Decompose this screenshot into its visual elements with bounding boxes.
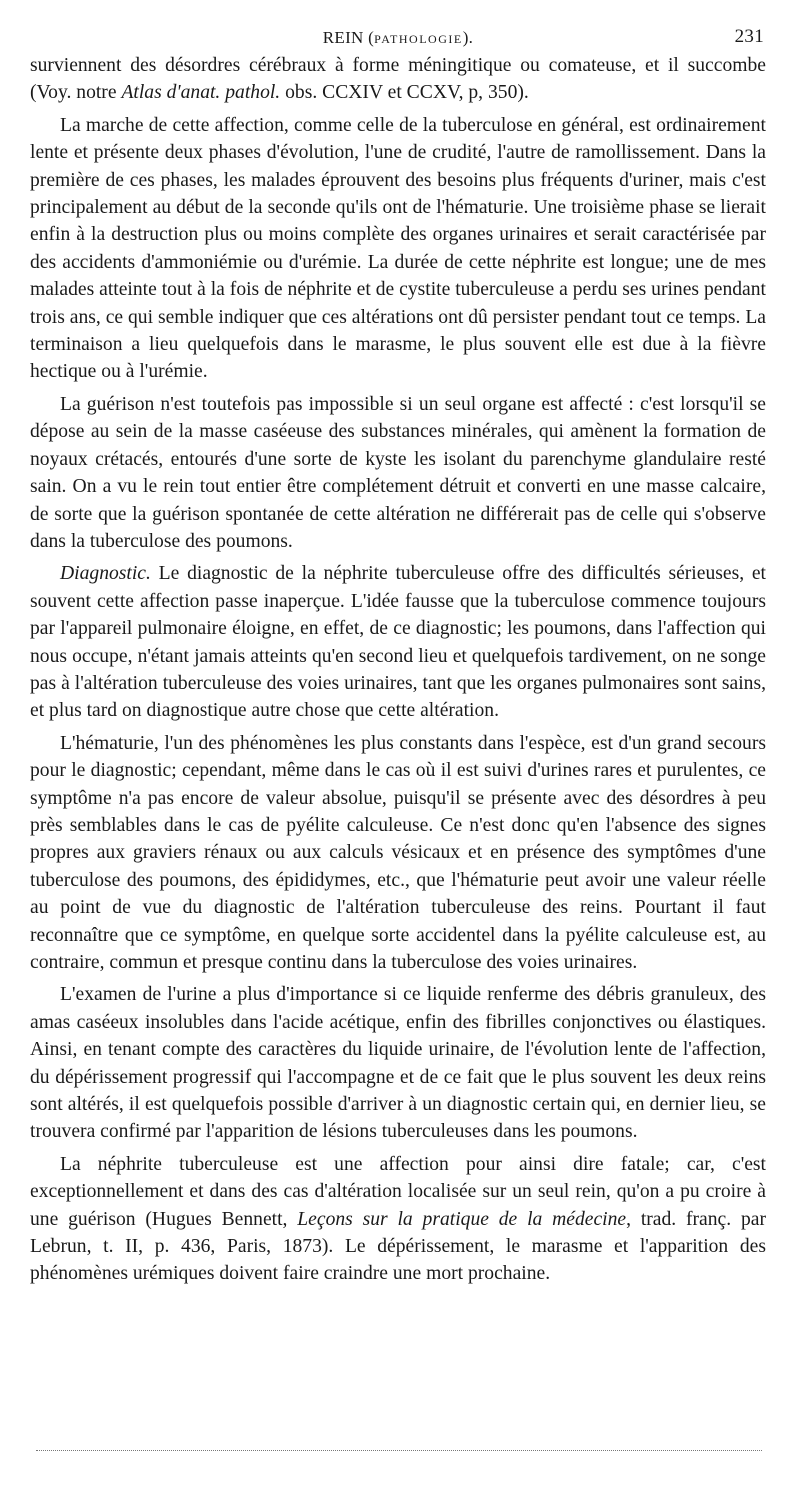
running-head [30, 22, 766, 52]
running-title [30, 28, 766, 48]
text-run: Le diagnostic de la néphrite tuberculeuse offre des difficultés sérieuses, et souvent cette affection passe inaperçue. L'idée fausse que la tuberculose commence toujours par l'appareil pulmonaire éloigne, en effet, de ce diagnostic; les poumons, dans l'affection qui nous occupe, n'étant jamais atteints qu'en second lieu et quelquefois tardivement, on ne songe pas à l'altération tuberculeuse des voies urinaires, tant que les organes pulmonaires sont sains, et plus tard on diagnostique autre chose que cette altération. [30, 563, 766, 722]
running-title-suffix: ). [462, 28, 474, 47]
running-title-prefix: REIN ( [322, 28, 375, 47]
footer-dotted-rule [36, 1450, 762, 1451]
paragraph [30, 52, 766, 107]
text-run: L'examen de l'urine a plus d'importance si ce liquide renferme des débris granuleux, des amas caséeux insolubles dans l'acide acétique, enfin des fibrilles conjonctives ou élastiques. Ainsi, en tenant compte des caractères du liquide urinaire, de l'évolution lente de l'affection, du dépérissement progressif qui l'accompagne et de ce fait que le plus souvent les deux reins sont altérés, il est quelquefois possible d'arriver à un diagnostic certain qui, en dernier lieu, se trouvera confirmé par l'apparition de lésions tuberculeuses dans les poumons. [30, 984, 766, 1143]
italic-text-run: Leçons sur la pratique de la médecine [297, 1208, 627, 1230]
paragraph [30, 1151, 766, 1288]
paragraph [30, 981, 766, 1145]
text-run: L'hématurie, l'un des phénomènes les plus constants dans l'espèce, est d'un grand secours pour le diagnostic; cependant, même dans le cas où il est suivi d'urines rares et purulentes, ce symptôme n'a pas encore de valeur absolue, puisqu'il se présente avec des désordres à peu près semblables dans le cas de pyélite calculeuse. Ce n'est donc qu'en l'absence des signes propres aux graviers rénaux ou aux calculs vésicaux et en présence des symptômes d'une tuberculose des poumons, des épididymes, etc., que l'hématurie peut avoir une valeur réelle au point de vue du diagnostic de l'altération tuberculeuse des reins. Pourtant il faut reconnaître que ce symptôme, en quelque sorte accidentel dans la pyélite calculeuse est, au contraire, commun et presque continu dans la tuberculose des voies urinaires. [30, 732, 766, 973]
text-run: , trad. franç. par Lebrun, t. II, p. 436, Paris, 1873). Le dépérissement, le marasme et l'apparition des phénomènes urémiques doivent faire craindre une mort prochaine. [30, 1208, 766, 1285]
paragraph [30, 391, 766, 555]
paragraph [30, 730, 766, 977]
body-text [30, 52, 766, 1288]
text-run: surviennent des désordres cérébraux à forme méningitique ou comateuse, et il succombe (Voy. notre [30, 55, 766, 104]
page-number: 231 [734, 26, 764, 47]
text-run: La guérison n'est toutefois pas impossible si un seul organe est affecté : c'est lorsqu'il se dépose au sein de la masse caséeuse des substances minérales, qui amènent la formation de noyaux crétacés, entourés d'une sorte de kyste les isolant du parenchyme glandulaire resté sain. On a vu le rein tout entier être complétement détruit et converti en une masse calcaire, de sorte que la guérison spontanée de cette altération ne différerait pas de celle qui s'observe dans la tuberculose des poumons. [30, 393, 766, 552]
paragraph [30, 560, 766, 724]
text-run: La marche de cette affection, comme celle de la tuberculose en général, est ordinairement lente et présente deux phases d'évolution, l'une de crudité, l'autre de ramollissement. Dans la première de ces phases, les malades éprouvent des besoins plus fréquents d'uriner, mais c'est principalement au début de la seconde qu'ils ont de l'hématurie. Une troisième phase se lierait enfin à la destruction plus ou moins complète des organes urinaires et serait caractérisée par des accidents d'ammoniémie ou d'urémie. La durée de cette néphrite est longue; une de mes malades atteinte tout à la fois de néphrite et de cystite tuberculeuse a perdu ses urines pendant trois ans, ce qui semble indiquer que ces altérations ont dû persister pendant tout ce temps. La terminaison a lieu quelquefois dans le marasme, le plus souvent elle est due à la fièvre hectique ou à l'urémie. [30, 114, 766, 383]
running-title-smallcaps: PATHOLOGIE [374, 32, 463, 46]
text-run: La néphrite tuberculeuse est une affection pour ainsi dire fatale; car, c'est exceptionnellement et dans des cas d'altération localisée sur un seul rein, qu'on a pu croire à une guérison (Hugues Bennett, [30, 1153, 766, 1230]
italic-text-run: Atlas d'anat. pathol. [121, 82, 281, 104]
text-run: obs. CCXIV et CCXV, p, 350). [280, 82, 529, 104]
book-page [30, 22, 766, 1288]
italic-text-run: Diagnostic. [60, 563, 151, 585]
paragraph [30, 112, 766, 386]
